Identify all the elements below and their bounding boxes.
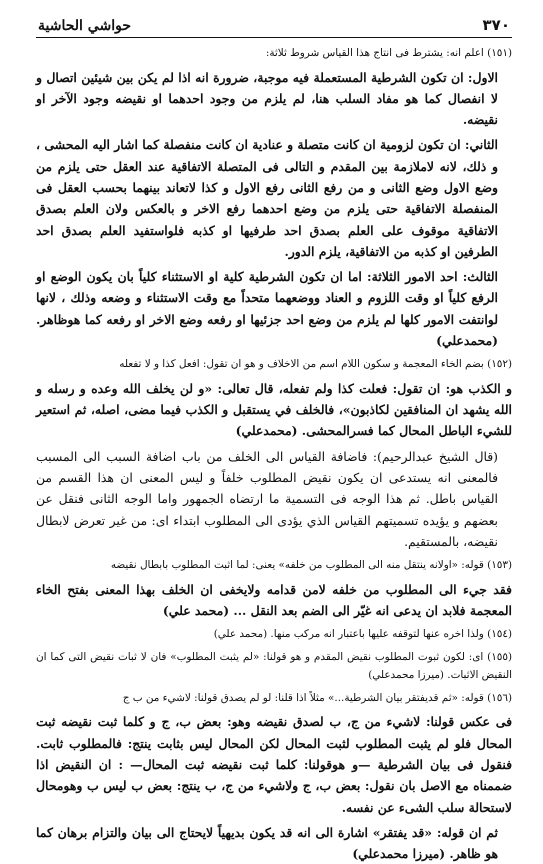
footnote-152: (١٥٢) بضم الخاء المعجمة و سكون اللام اسم من الاخلاف و هو ان تقول: افعل كذا و لا تفعله [119,358,512,371]
paragraph-may-require: ثم ان قوله: «قد يفتقر» اشارة الى انه قد يكون بديهياً لايحتاج الى بيان والتزام برهان كما هو ظاهر. (ميرزا محمدعلي) [36,824,498,862]
footnote-156: (١٥٦) قوله: «ثم قديفتقر بيان الشرطية...» مثلاً اذا قلنا: لو لم يصدق قولنا: لاشيء من ب ج [122,691,512,704]
page-header [36,12,512,38]
paragraph-falsehood: و الكذب هو: ان تقول: فعلت كذا ولم تفعله، قال تعالى: «و لن يخلف الله وعده و رسله و الله يشهد ان المنافقين لكاذبون»، فالخلف في يستقبل و الكذب فيما مضى، اصله، ثم استعير للشيء الباطل المحال كما فسرالمحشى. (محمدعلي) [36,380,512,439]
footnote-155: (١٥٥) اى: لكون ثبوت المطلوب نقيض المقدم و هو قولنا: «لم يثبت المطلوب» فان لا ثبات نقيض التى كما ان النقيض الاثبات. (ميرزا محمدعلي) [36,650,512,682]
paragraph-first-condition: الاول: ان تكون الشرطية المستعملة فيه موجبة، ضرورة انه اذا لم يكن بين شيئين اتصال و لا انفصال كما هو مفاد السلب هنا، لم يلزم من وجود احدهما او نقيضه وجود الآخر او نقيضه. [36,69,498,128]
page-body [36,38,512,864]
running-title: حواشي الحاشية [38,18,131,34]
paragraph-shaykh-abdulrahim: (قال الشيخ عبدالرحيم): فاضافة القياس الى الخلف من باب اضافة السبب الى المسبب فالمعنى انه يستدعى ان يكون نقيض المطلوب خلفاً و ليس المعنى ان هذا القسم من القياس باطل. ثم هذا الوجه فى التسمية ما ارتضاه الجمهور واما الوجه الثانى فنقل عن بعضهم و يؤيده تسميتهم القياس الذي يؤدى الى المطلوب ابتداء اى: من غير تعرض لابطال نقيضه، بالمستقيم. [36,448,498,549]
footnote-151: (١٥١) اعلم انه: يشترط فى انتاج هذا القياس شروط ثلاثة: [265,47,512,59]
footnote-153: (١٥٣) قوله: «اولانه ينتقل منه الى المطلوب من خلفه» يعنى: لما اثبت المطلوب بابطال نقيضه [110,559,512,572]
document-page [36,12,512,862]
footnote-154: (١٥٤) ولذا اخره عنها لتوقفه عليها باعتبار انه مركب منها. (محمد علي) [213,628,512,641]
paragraph-second-condition: الثاني: ان تكون لزومية ان كانت متصلة و عنادية ان كانت منفصلة كما اشار اليه المحشى ، و ذلك، لانه لاملازمة بين المقدم و التالى فى المتصلة الاتفاقية عند العقل حتى يلزم من وضع الاول وضع الثانى و من رفع الثانى رفع الاول و كذا لاتعاند بينهما بحسب العقل فى المنفصلة الاتفاقية حتى يلزم من وضع احدهما رفع الاخر و بالعكس ولان العلم بصدق الاتفاقية موقوف على العلم بصدق احد طرفيها او كذبه فلواستفيد العلم بصدق احد الطرفين او كذبه من الاتفاقية، يلزم الدور. [36,137,498,259]
paragraph-conversion-example: فى عكس قولنا: لاشيء من ج، ب لصدق نقيضه وهو: بعض ب، ج و كلما ثبت نقيضه ثبت المحال فلو لم يثبت المطلوب لثبت المحال لكن المحال ليس بثابت ينتج: فالمطلوب ثابت. فنقول فى بيان الشرطية —و هوقولنا: كلما ثبت نقيضه ثبت المحال— : ان النقيض اذا ضممناه مع الاصل بان نقول: بعض ب، ج ولاشيء من ج، ب ينتج: بعض ب ليس ب وهومحال لاستحالة سلب الشىء عن نفسه. [36,714,512,815]
paragraph-third-condition: الثالث: احد الامور الثلاثة: اما ان تكون الشرطية كلية او الاستثناء كلياً بان يكون الوضع او الرفع كلياً او وقت اللزوم و العناد ووضعهما متحداً مع وقت الاستثناء و وضعه وذلك ، لانها لوانتفت الامور كلها لم يلزم من وضع احد جزئيها او رفعه وضع الاخر او رفعه كما هوظاهر. (محمدعلي) [36,269,498,349]
paragraph-from-behind: فقد جيء الى المطلوب من خلفه لامن قدامه ولايخفى ان الخلف بهذا المعنى بفتح الخاء المعجمة فلابد ان يدعى انه غيّر الى الضم بعد النقل ... (محمد علي) [36,581,512,619]
page-number: ٣٧٠ [482,16,510,34]
